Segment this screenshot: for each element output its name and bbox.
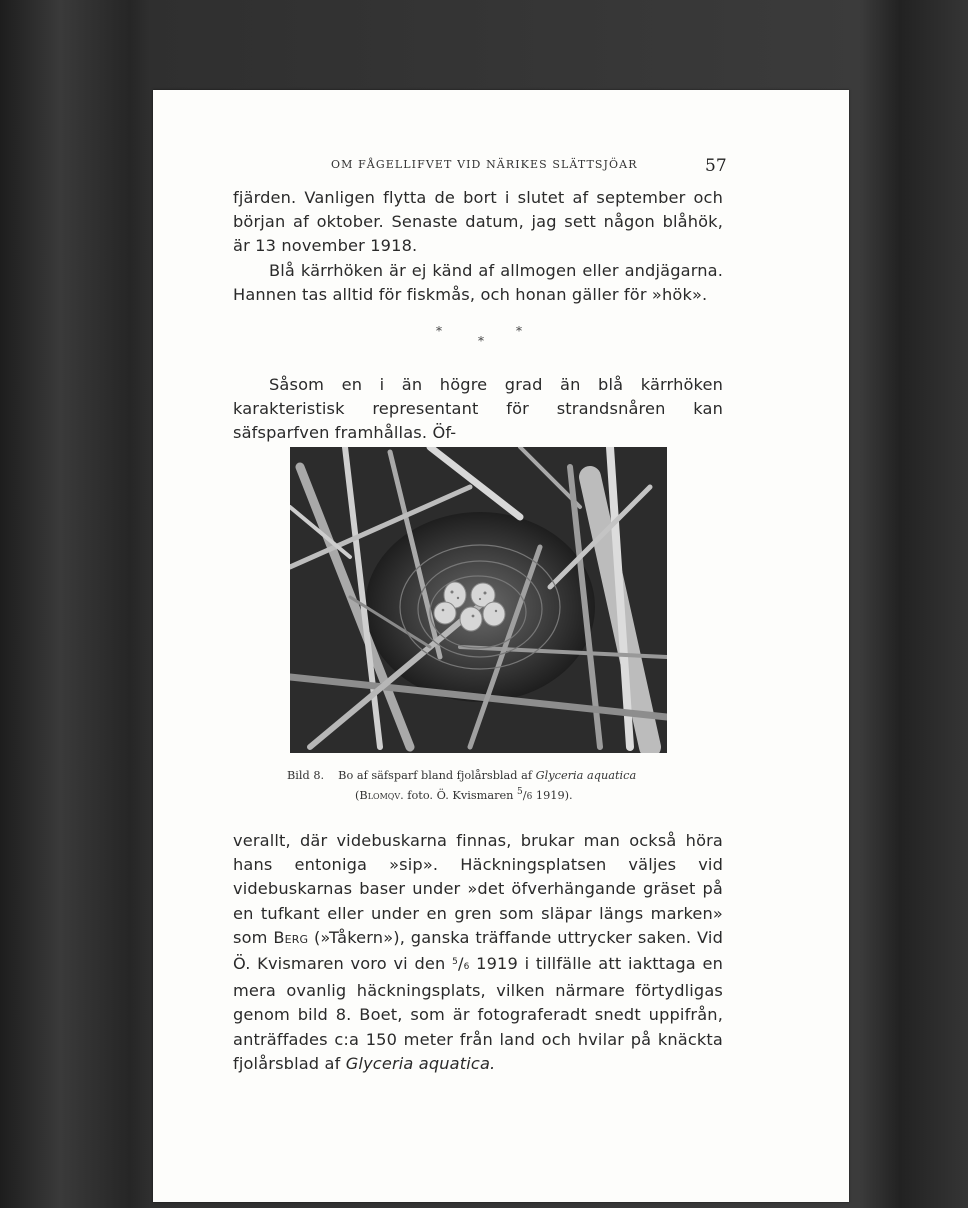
cited-author: Berg xyxy=(273,927,309,947)
caption-line xyxy=(287,767,687,784)
date-fraction: $^5$/6 xyxy=(452,954,470,974)
caption-text: foto. Ö. Kvismaren xyxy=(403,789,518,802)
text-run: (»Tåkern»), ganska träffande uttrycker saken. Vid Ö. Kvismaren voro vi den xyxy=(233,927,723,974)
running-head xyxy=(153,156,849,178)
fraction-denominator: 6 xyxy=(526,792,533,802)
paragraph-text: fjärden. Vanligen flytta de bort i slutet af september och början af oktober. Senaste datum, jag sett någon blåhök, är 13 november 1918. xyxy=(233,188,723,256)
fraction-denominator: 6 xyxy=(463,962,470,973)
asterisk: * xyxy=(516,324,522,338)
caption-text: 1919). xyxy=(532,789,573,802)
text-run: 1919 i tillfälle att iakttaga en mera ovanlig häckningsplats, vilken närmare förtydligas genom bild 8. Boet, som är fotograferadt snedt uppifrån, anträffades c:a 150 meter från land och hvilar på knäckta fjolårsblad af xyxy=(233,954,723,1073)
figure-caption xyxy=(287,767,687,806)
asterisk: * xyxy=(478,334,484,348)
caption-open-paren: ( xyxy=(355,789,360,802)
paragraph-continued xyxy=(233,186,723,259)
page-number: 57 xyxy=(705,156,727,176)
section-asterism xyxy=(431,324,531,348)
caption-text: Bo af säfsparf bland fjolårsblad af xyxy=(338,769,536,782)
caption-author: Blomqv. xyxy=(359,789,404,802)
nest-photo-illustration xyxy=(290,447,667,753)
book-page xyxy=(153,90,849,1202)
figure-label: Bild 8. xyxy=(287,769,325,782)
paragraph xyxy=(233,259,723,307)
fraction-numerator: 5 xyxy=(452,957,458,968)
species-name: Glyceria aquatica. xyxy=(345,1053,496,1073)
paragraph-text: Blå kärrhöken är ej känd af allmogen eller andjägarna. Hannen tas alltid för fiskmås, och honan gäller för »hök». xyxy=(233,261,723,305)
running-title: OM FÅGELLIFVET VID NÄRIKES SLÄTTSJÖAR xyxy=(331,158,638,171)
paragraph-continued xyxy=(233,829,723,1076)
asterisk: * xyxy=(436,324,442,338)
paragraph xyxy=(233,373,723,446)
caption-species: Glyceria aquatica xyxy=(535,769,637,782)
fraction-numerator: 5 xyxy=(517,787,523,797)
caption-line xyxy=(287,784,687,806)
paragraph-text xyxy=(233,829,723,1076)
text-run: verallt, där videbuskarna finnas, brukar man också höra hans entoniga »sip». Häckningsplatsen väljes vid videbuskarnas baser under »det öfverhängande gräset på en tufkant eller under en gren som släpar längs marken» som xyxy=(233,831,723,947)
paragraph-text: Såsom en i än högre grad än blå kärrhöken karakteristisk representant för strandsnåren kan säfsparfven framhållas. Öf- xyxy=(233,375,723,443)
caption-date-fraction: $^5$/6 xyxy=(517,787,533,802)
figure-photo-nest xyxy=(290,447,667,753)
